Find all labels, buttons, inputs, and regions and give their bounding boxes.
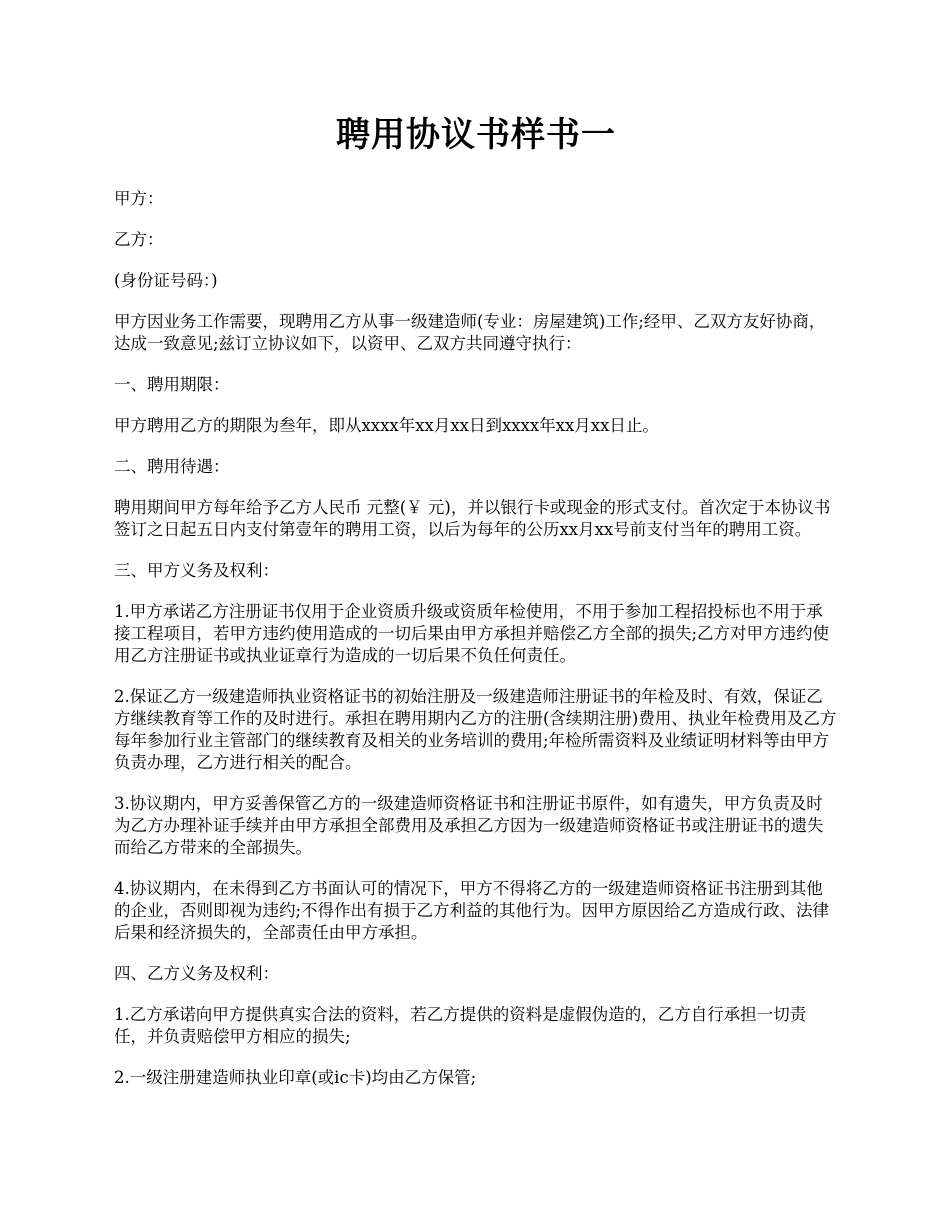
intro-paragraph: 甲方因业务工作需要，现聘用乙方从事一级建造师(专业：房屋建筑)工作;经甲、乙双方友好协商，达成一致意见;兹订立协议如下，以资甲、乙双方共同遵守执行： bbox=[114, 312, 826, 353]
section-heading-term: 一、聘用期限： bbox=[114, 375, 230, 394]
party-b-clause-2: 2.一级注册建造师执业印章(或ic卡)均由乙方保管; bbox=[114, 1068, 477, 1087]
section-heading-party-b-duties: 四、乙方义务及权利： bbox=[114, 964, 279, 983]
party-a-clause-3: 3.协议期内，甲方妥善保管乙方的一级建造师资格证书和注册证书原件，如有遗失，甲方负责及时为乙方办理补证手续并由甲方承担全部费用及承担乙方因为一级建造师资格证书或注册证书的遗失而给乙方带来的全部损失。 bbox=[114, 794, 824, 857]
id-number-label: (身份证号码：) bbox=[114, 271, 218, 290]
party-a-clause-1: 1.甲方承诺乙方注册证书仅用于企业资质升级或资质年检使用，不用于参加工程招投标也不用于承接工程项目，若甲方违约使用造成的一切后果由甲方承担并赔偿乙方全部的损失;乙方对甲方违约使用乙方注册证书或执业证章行为造成的一切后果不负任何责任。 bbox=[114, 602, 830, 665]
party-a-clause-4: 4.协议期内，在未得到乙方书面认可的情况下，甲方不得将乙方的一级建造师资格证书注册到其他的企业，否则即视为违约;不得作出有损于乙方利益的其他行为。因甲方原因给乙方造成行政、法律后果和经济损失的，全部责任由甲方承担。 bbox=[114, 879, 830, 942]
party-b-label: 乙方： bbox=[114, 230, 164, 249]
section-heading-party-a-duties: 三、甲方义务及权利： bbox=[114, 561, 279, 580]
section-heading-compensation: 二、聘用待遇： bbox=[114, 457, 230, 476]
party-a-clause-2: 2.保证乙方一级建造师执业资格证书的初始注册及一级建造师注册证书的年检及时、有效，保证乙方继续教育等工作的及时进行。承担在聘用期内乙方的注册(含续期注册)费用、执业年检费用及乙方每年参加行业主管部门的继续教育及相关的业务培训的费用;年检所需资料及业绩证明材料等由甲方负责办理，乙方进行相关的配合。 bbox=[114, 687, 837, 772]
document-title: 聘用协议书样书一 bbox=[336, 115, 616, 155]
term-paragraph: 甲方聘用乙方的期限为叁年，即从xxxx年xx月xx日到xxxx年xx月xx日止。 bbox=[114, 416, 659, 435]
compensation-paragraph: 聘用期间甲方每年给予乙方人民币 元整(￥ 元)，并以银行卡或现金的形式支付。首次定于本协议书签订之日起五日内支付第壹年的聘用工资，以后为每年的公历xx月xx号前支付当年的聘用工资。 bbox=[114, 498, 831, 539]
party-b-clause-1: 1.乙方承诺向甲方提供真实合法的资料，若乙方提供的资料是虚假伪造的，乙方自行承担一切责任，并负责赔偿甲方相应的损失; bbox=[114, 1005, 807, 1046]
party-a-label: 甲方： bbox=[114, 189, 164, 208]
